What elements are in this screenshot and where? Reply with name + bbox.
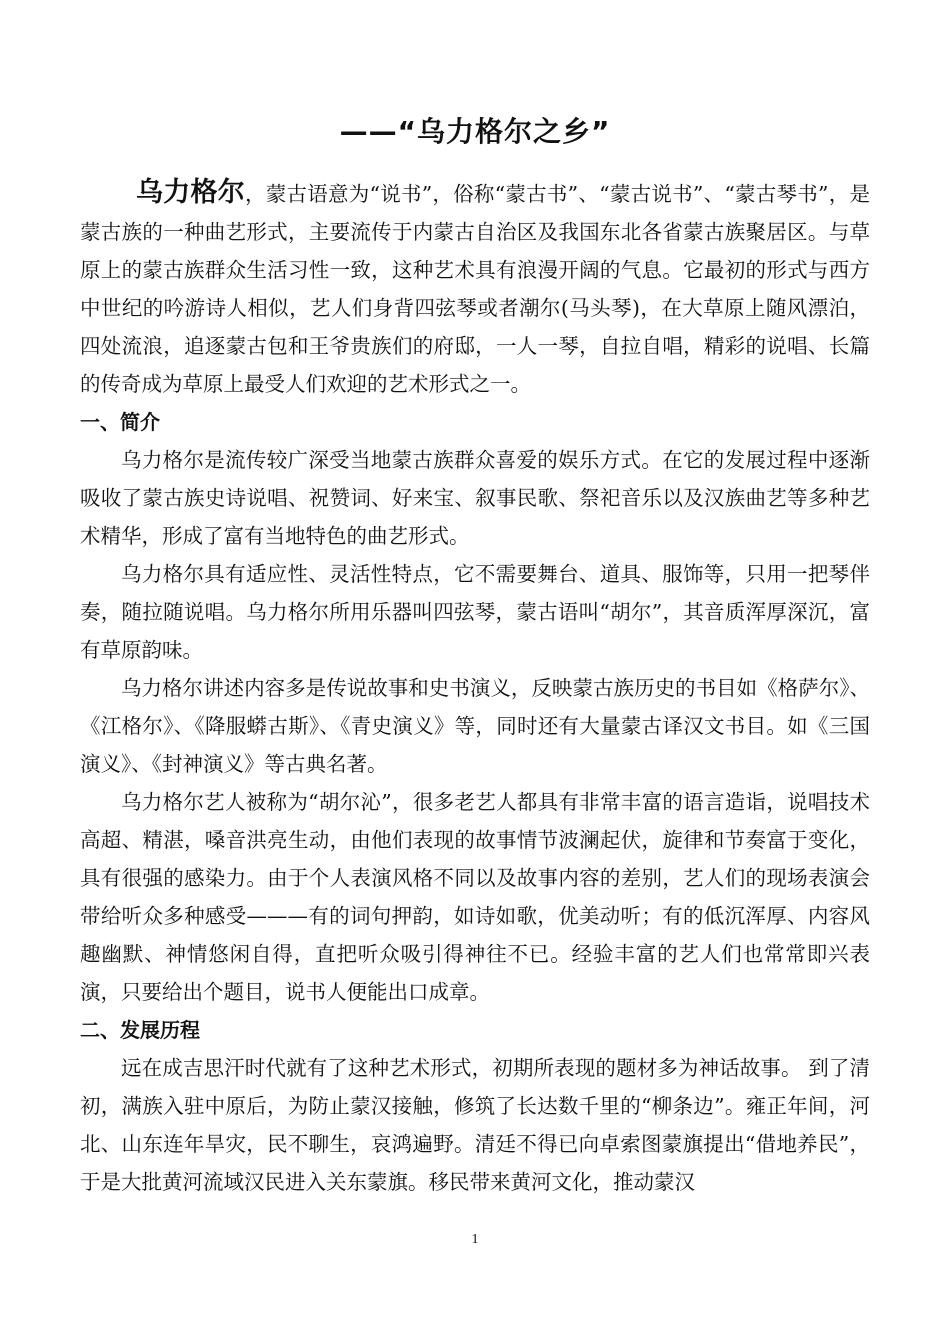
intro-paragraph [80,174,870,403]
section-heading-intro: 一、简介 [80,410,160,434]
document-body [80,174,870,1201]
page-number: 1 [471,1232,479,1247]
intro-text: ，蒙古语意为“说书”，俗称“蒙古书”、“蒙古说书”、“蒙古琴书”，是蒙古族的一种曲艺形式，主要流传于内蒙古自治区及我国东北各省蒙古族聚居区。与草原上的蒙古族群众生活习性一致，这种艺术具有浪漫开阔的气息。它最初的形式与西方中世纪的吟游诗人相似，艺人们身背四弦琴或者潮尔(马头琴)，在大草原上随风漂泊，四处流浪，追逐蒙古包和王爷贵族们的府邸，一人一琴，自拉自唱，精彩的说唱、长篇的传奇成为草原上最受人们欢迎的艺术形式之一。 [80,182,871,396]
section1-paragraph: 乌力格尔艺人被称为“胡尔沁”，很多老艺人都具有非常丰富的语言造诣，说唱技术高超、精湛，嗓音洪亮生动，由他们表现的故事情节波澜起伏，旋律和节奏富于变化，具有很强的感染力。由于个人表演风格不同以及故事内容的差别，艺人们的现场表演会带给听众多种感受———有的词句押韵，如诗如歌，优美动听；有的低沉浑厚、内容风趣幽默、神情悠闲自得，直把听众吸引得神往不已。经验丰富的艺人们也常常即兴表演，只要给出个题目，说书人便能出口成章。 [80,790,870,1004]
document-title: ——“乌力格尔之乡” [339,115,611,148]
section1-paragraph: 乌力格尔是流传较广深受当地蒙古族群众喜爱的娱乐方式。在它的发展过程中逐渐吸收了蒙古族史诗说唱、祝赞词、好来宝、叙事民歌、祭祀音乐以及汉族曲艺等多种艺术精华，形成了富有当地特色的曲艺形式。 [80,448,870,548]
section1-paragraph: 乌力格尔具有适应性、灵活性特点，它不需要舞台、道具、服饰等，只用一把琴伴奏，随拉随说唱。乌力格尔所用乐器叫四弦琴，蒙古语叫“胡尔”，其音质浑厚深沉，富有草原韵味。 [80,562,870,662]
section1-paragraph: 乌力格尔讲述内容多是传说故事和史书演义，反映蒙古族历史的书目如《格萨尔》、《江格尔》、《降服蟒古斯》、《青史演义》等，同时还有大量蒙古译汉文书目。如《三国演义》、《封神演义》等古典名著。 [80,676,870,776]
section-heading-history: 二、发展历程 [80,1018,200,1042]
intro-term: 乌力格尔 [136,177,245,208]
section2-paragraph: 远在成吉思汗时代就有了这种艺术形式，初期所表现的题材多为神话故事。 到了清初，满族入驻中原后，为防止蒙汉接触，修筑了长达数千里的“柳条边”。雍正年间，河北、山东连年旱灾，民不聊生，哀鸿遍野。清廷不得已向卓索图蒙旗提出“借地养民”，于是大批黄河流域汉民进入关东蒙旗。移民带来黄河文化，推动蒙汉 [80,1056,870,1194]
